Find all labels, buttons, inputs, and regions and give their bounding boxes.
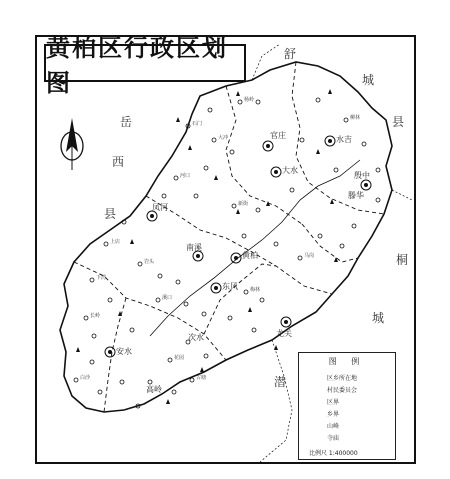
river (150, 160, 360, 336)
map-scale: 比例尺 1:400000 (309, 450, 358, 457)
town-seat-marker-nanxi (193, 251, 203, 261)
neighbor-line-south (260, 340, 292, 462)
town-label-nanxi: 南溪 (186, 243, 202, 252)
town-seat-marker-shuiji (325, 136, 335, 146)
village-label: 梅林 (250, 287, 261, 293)
town-label-longhuan: 龙关 (276, 329, 292, 338)
map-title: 黄柏区行政区划图 (46, 33, 228, 97)
town-seat-marker-fenghe (147, 211, 157, 221)
township-boundary-6 (204, 264, 276, 334)
neighbor-line-east (392, 190, 412, 200)
town-seat-marker-anshui (105, 347, 115, 357)
map-title-box (44, 33, 246, 97)
village-label: 河口 (180, 173, 191, 179)
village-label: 古塘 (196, 375, 207, 381)
neighbor-label-southeast: 潜 (274, 375, 287, 389)
village-label: 杨岭 (244, 97, 255, 103)
neighbor-label-west3: 县 (104, 207, 117, 221)
village-label: 长岭 (90, 313, 101, 319)
legend-label: 区乡所在地 (327, 375, 358, 382)
legend-item-town-seat (327, 373, 357, 382)
town-label-gaoling: 高岭 (146, 385, 162, 394)
village-label: 柳林 (350, 115, 361, 121)
legend-label: 山峰 (327, 423, 340, 430)
town-label-anshui: 安水 (116, 347, 132, 356)
neighbor-label-west2: 西 (112, 155, 125, 169)
town-seat-marker-guanzhuang (263, 141, 273, 151)
town-label-cishui: 次水 (188, 333, 204, 342)
village-label: 马岗 (304, 253, 315, 259)
village-label: 下湾 (96, 275, 107, 281)
town-seat-marker-longhuan (281, 317, 291, 327)
town-label-fenghe: 凤河 (152, 203, 168, 212)
legend-label: 区界 (327, 399, 340, 406)
village-label: 新街 (238, 201, 249, 207)
neighbor-label-west1: 岳 (120, 115, 133, 129)
town-label-dashui: 大水 (282, 166, 298, 175)
legend-item-temple (327, 433, 339, 442)
map-legend (298, 352, 396, 460)
village-label: 岩头 (144, 259, 155, 265)
village-label: 大冲 (218, 135, 229, 141)
town-seat-marker-yinzhong (361, 180, 371, 190)
neighbor-label-north: 舒 (284, 47, 297, 61)
town-label-guanzhuang: 官庄 (270, 131, 286, 140)
village-label: 花园 (174, 355, 185, 361)
legend-label: 村民委员会 (327, 387, 358, 394)
neighbor-label-northeast: 县 (392, 115, 405, 129)
town-seat-markers (105, 136, 371, 357)
town-seat-marker-dongfeng (211, 283, 221, 293)
village-label: 白沙 (80, 375, 91, 381)
legend-title: 图 例 (328, 357, 366, 366)
legend-item-district-boundary (327, 397, 339, 406)
legend-label: 乡界 (327, 411, 340, 418)
town-label-dongfeng: 东风 (222, 282, 238, 291)
town-seat-marker-huangbai (231, 253, 241, 263)
neighbor-label-east2: 城 (372, 311, 385, 325)
village-label: 上店 (110, 239, 121, 245)
town-label-tenghua: 滕华 (348, 191, 364, 200)
legend-item-peak (327, 421, 339, 430)
neighbor-line-north (252, 44, 280, 80)
village-label: 石门 (192, 121, 203, 127)
neighbor-label-east1: 桐 (396, 253, 409, 267)
north-arrow-icon (61, 118, 83, 170)
township-boundary-3 (146, 196, 332, 294)
village-label: 溪口 (162, 295, 173, 301)
neighbor-label-north2: 城 (362, 73, 375, 87)
legend-item-village (327, 385, 357, 394)
town-label-huangbai: 黄柏 (242, 251, 258, 260)
town-seat-marker-dashui (271, 167, 281, 177)
legend-item-township-boundary (327, 409, 339, 418)
legend-label: 寺庙 (327, 435, 340, 442)
town-label-yinzhong: 殷中 (354, 171, 370, 180)
town-label-shuiji: 水吉 (336, 135, 352, 144)
